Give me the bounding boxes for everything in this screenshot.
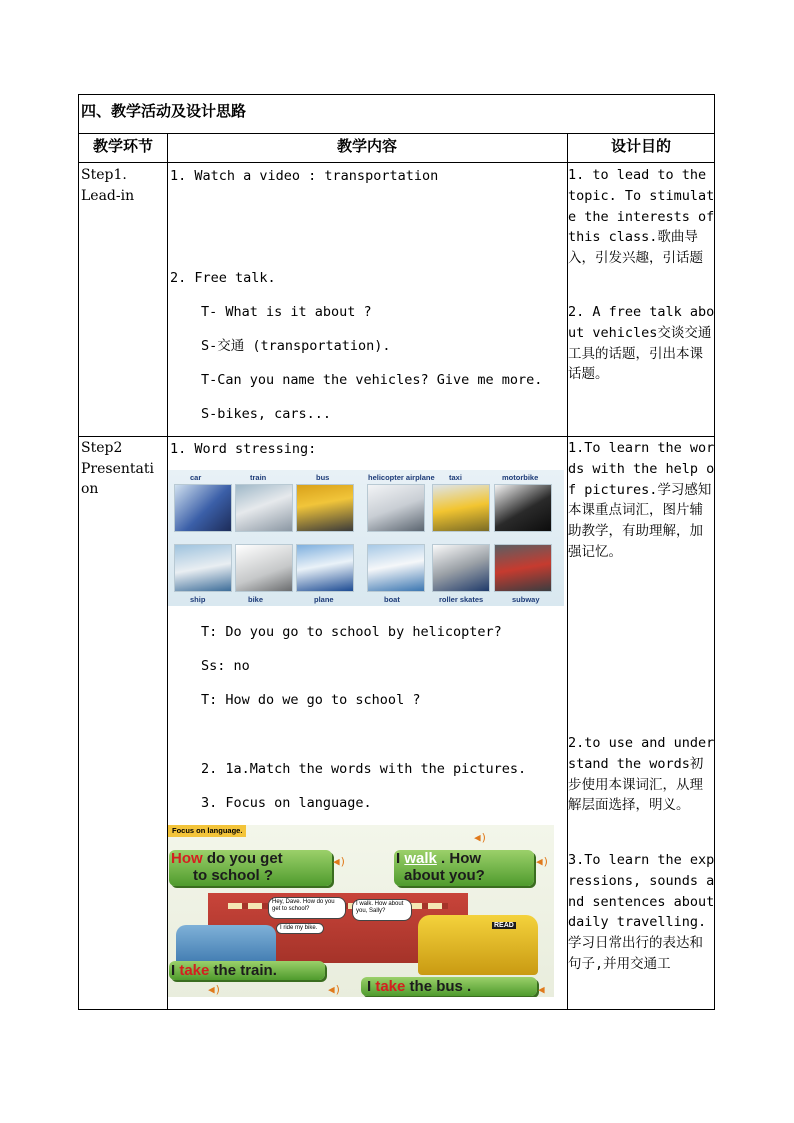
step2-purpose-3: 3.To learn the expressions, sounds and sentences about daily travelling.学习日常出行的表达和句子,并用交通工 bbox=[568, 852, 715, 972]
step2-label bbox=[81, 438, 154, 500]
vehicle-label: boat bbox=[384, 595, 400, 604]
boat-image bbox=[367, 544, 425, 592]
step1-dialog-line: S-交通 (transportation). bbox=[201, 338, 391, 354]
step2-label-line: on bbox=[81, 481, 99, 497]
step1-purpose-2: 2. A free talk about vehicles交谈交通工具的话题，引出本课话题。 bbox=[568, 304, 715, 383]
step1-label-line: Lead-in bbox=[81, 187, 135, 204]
vehicle-label: train bbox=[250, 473, 267, 482]
a-line2: about you? bbox=[404, 867, 485, 884]
take-bus-bubble bbox=[361, 977, 537, 996]
a-walk: walk bbox=[404, 850, 437, 867]
step2-item1: 1. Word stressing: bbox=[170, 441, 317, 457]
speech-bubble-2: I walk. How about you, Sally? bbox=[352, 899, 412, 921]
take-bus-rest: the bus . bbox=[409, 978, 472, 995]
speech-bubble-1: Hey, Dave. How do you get to school? bbox=[268, 897, 346, 919]
take-train-rest: the train. bbox=[213, 962, 277, 979]
car-image bbox=[174, 484, 232, 532]
step2-purpose-1: 1.To learn the words with the help of pictures.学习感知本课重点词汇，图片辅助教学，有助理解，加强记忆。 bbox=[568, 440, 715, 560]
step2-label-line: Step2 bbox=[81, 440, 123, 456]
speaker-icon: ◀) bbox=[333, 855, 347, 868]
helicopter-image bbox=[367, 484, 425, 532]
take-train-i: I bbox=[171, 962, 176, 979]
take-bus-i: I bbox=[367, 978, 372, 995]
a-i: I bbox=[396, 850, 401, 867]
taxi-image bbox=[432, 484, 490, 532]
vehicle-label: ship bbox=[190, 595, 206, 604]
vehicle-label: helicopter airplane bbox=[368, 473, 435, 482]
vehicles-picture bbox=[168, 470, 564, 606]
step1-dialog-line: T-Can you name the vehicles? Give me more. bbox=[201, 372, 543, 388]
focus-tab: Focus on language. bbox=[168, 825, 246, 837]
row-divider bbox=[79, 162, 714, 163]
vehicle-label: subway bbox=[512, 595, 540, 604]
section-title: 四、教学活动及设计思路 bbox=[81, 102, 247, 120]
question-bubble bbox=[169, 850, 332, 886]
step2-label-line: Presentati bbox=[81, 460, 154, 477]
take-train-bubble bbox=[169, 961, 325, 980]
speaker-icon: ◀) bbox=[474, 831, 488, 844]
vehicle-label: car bbox=[190, 473, 202, 482]
vehicle-label: motorbike bbox=[502, 473, 539, 482]
step1-label bbox=[81, 165, 134, 206]
a-how: . How bbox=[441, 850, 482, 867]
subway-image bbox=[494, 544, 552, 592]
bike-image bbox=[235, 544, 293, 592]
step1-item1: 1. Watch a video : transportation bbox=[170, 168, 439, 184]
speaker-icon: ◀) bbox=[536, 855, 550, 868]
step2-dialog-line: Ss: no bbox=[201, 658, 250, 674]
plane-image bbox=[296, 544, 354, 592]
step2-purpose-2: 2.to use and understand the words初步使用本课词汇，从理解层面选择，明义。 bbox=[568, 735, 715, 814]
step1-purpose-1: 1. to lead to the topic. To stimulate the interests of this class.歌曲导入，引发兴趣，引话题 bbox=[568, 167, 715, 267]
train-image bbox=[235, 484, 293, 532]
q-how: How bbox=[171, 850, 203, 867]
step1-dialog-line: S-bikes, cars... bbox=[201, 406, 332, 422]
row-divider bbox=[79, 133, 714, 134]
step2-item3: 3. Focus on language. bbox=[201, 795, 372, 811]
step1-label-line: Step1. bbox=[81, 167, 127, 183]
header-content: 教学内容 bbox=[336, 137, 397, 155]
lesson-table bbox=[78, 94, 715, 1010]
q-rest: do you get bbox=[206, 850, 283, 867]
speaker-icon: ◀) bbox=[208, 983, 222, 996]
ship-image bbox=[174, 544, 232, 592]
take-train-take: take bbox=[179, 962, 210, 979]
header-stage: 教学环节 bbox=[92, 137, 153, 155]
answer-bubble bbox=[394, 850, 534, 886]
vehicle-label: bike bbox=[248, 595, 264, 604]
header-purpose: 设计目的 bbox=[610, 137, 671, 155]
vehicle-label: plane bbox=[314, 595, 334, 604]
bus-drawing bbox=[418, 915, 538, 975]
step2-item2: 2. 1a.Match the words with the pictures. bbox=[201, 761, 527, 777]
row-divider bbox=[79, 436, 714, 437]
roller-skates-image bbox=[432, 544, 490, 592]
bus-image bbox=[296, 484, 354, 532]
step1-item2: 2. Free talk. bbox=[170, 270, 276, 286]
take-bus-take: take bbox=[375, 978, 406, 995]
vehicle-label: roller skates bbox=[439, 595, 484, 604]
speech-bubble-3: I ride my bike. bbox=[276, 923, 324, 934]
q-line2: to school ? bbox=[193, 867, 273, 884]
bus-sign: READ bbox=[494, 922, 514, 929]
step2-dialog-line: T: Do you go to school by helicopter? bbox=[201, 624, 502, 640]
step1-dialog-line: T- What is it about ? bbox=[201, 304, 372, 320]
speaker-icon: ◀ bbox=[538, 983, 545, 996]
motorbike-image bbox=[494, 484, 552, 532]
vehicle-label: taxi bbox=[449, 473, 462, 482]
focus-on-language-picture bbox=[168, 825, 554, 997]
vehicle-label: bus bbox=[316, 473, 330, 482]
step2-dialog-line: T: How do we go to school ? bbox=[201, 692, 421, 708]
speaker-icon: ◀) bbox=[328, 983, 342, 996]
